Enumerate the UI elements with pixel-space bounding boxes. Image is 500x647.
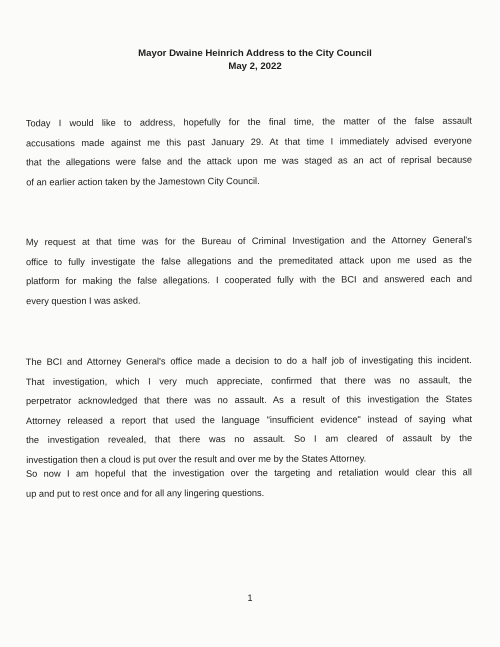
paragraph-2	[26, 231, 472, 312]
paragraph-line: office to fully investigate the false allegations and the premeditated attack upon me used as the	[25, 254, 472, 267]
paragraph-line: perpetrator acknowledged that there was no assault. As a result of this investigation the States	[25, 394, 472, 407]
paragraph-line: of an earlier action taken by the Jamestown City Council.	[26, 175, 260, 188]
paragraph-4	[26, 463, 472, 504]
paragraph-line: Attorney released a report that used the language "insufficient evidence" instead of saying what	[26, 413, 473, 426]
paragraph-line: That investigation, which I very much appreciate, confirmed that there was no assault, the	[25, 374, 472, 387]
paragraph-line: the investigation revealed, that there was no assault. So I am cleared of assault by the	[26, 433, 473, 446]
paragraph-line: investigation then a cloud is put over the result and over me by the States Attorney.	[26, 453, 367, 465]
page-number: 1	[247, 593, 253, 603]
paragraph-line: that the allegations were false and the attack upon me was staged as an act of reprisal because	[26, 154, 473, 168]
paragraph-line: accusations made against me this past January 29. At that time I immediately advised everyone	[25, 135, 472, 148]
document-date: May 2, 2022	[228, 61, 282, 72]
document-title: Mayor Dwaine Heinrich Address to the City Council	[138, 48, 372, 59]
paragraph-line: So now I am hopeful that the investigation over the targeting and retaliation would clear this all	[25, 467, 472, 479]
paragraph-line: up and put to rest once and for all any lingering questions.	[26, 487, 265, 499]
paragraph-3	[26, 351, 473, 471]
document-header	[0, 47, 500, 73]
paragraph-line: The BCI and Attorney General's office made a decision to do a half job of investigating this incident.	[25, 355, 472, 367]
paragraph-line: Today I would like to address, hopefully for the final time, the matter of the false assault	[25, 115, 472, 129]
paragraph-line: My request at that time was for the Bureau of Criminal Investigation and the Attorney General's	[25, 234, 472, 248]
paragraph-1	[26, 112, 472, 193]
paragraph-line: platform for making the false allegations. I cooperated fully with the BCI and answered each and	[26, 274, 473, 287]
paragraph-line: every question I was asked.	[26, 295, 141, 306]
